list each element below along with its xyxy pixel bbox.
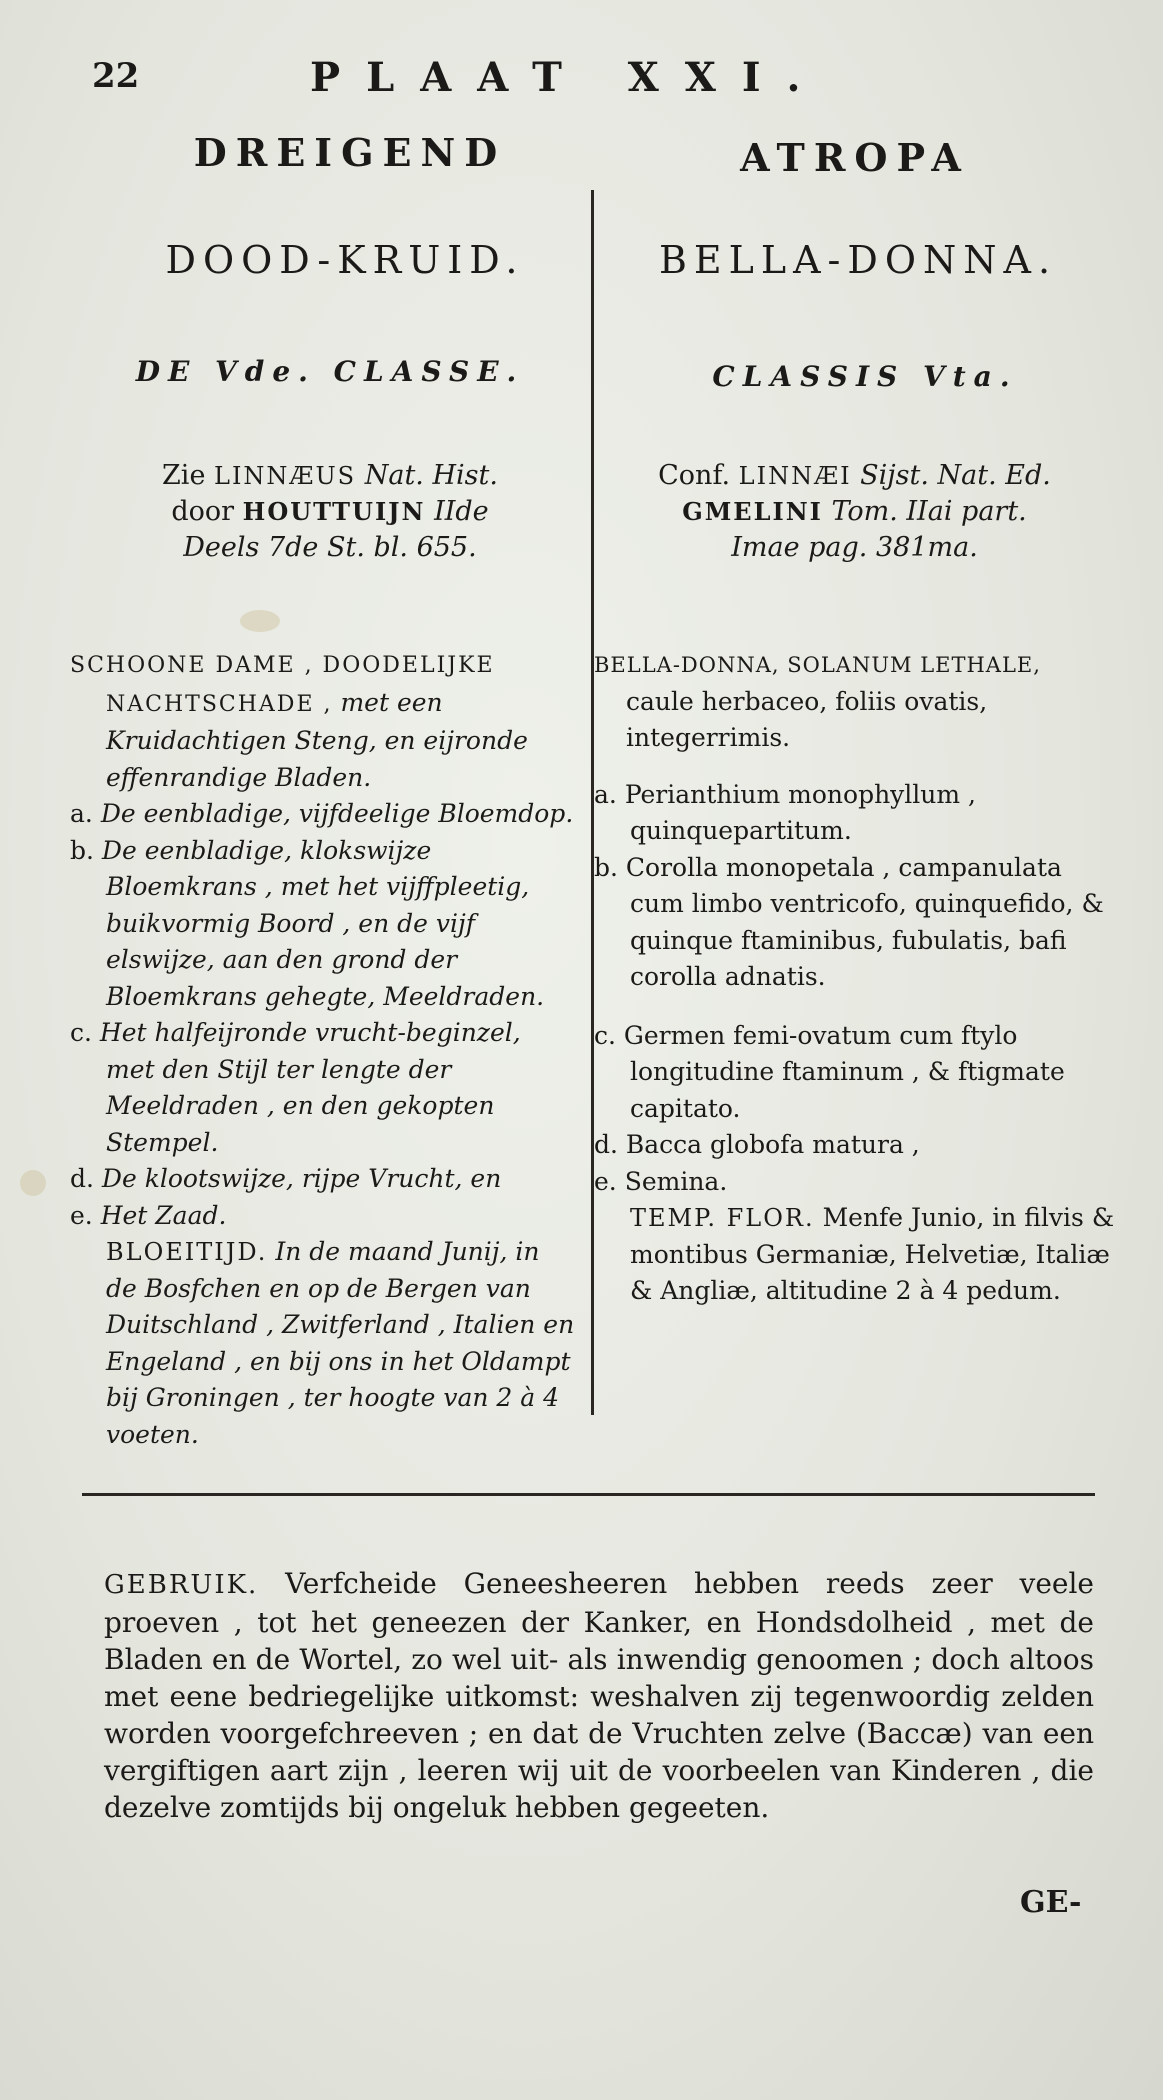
paper-stain	[20, 1170, 46, 1196]
usage-text: Verfcheide Geneesheeren hebben reeds zeer veele proeven , tot het geneezen der Kanker, en Hondsdolheid , met de Bladen en de Wortel, zo wel uit- als inwendig genoomen ; doch altoos met eene bedriegelijke uitkomst: weshalven zij tegenwoordig zelden worden voorgefchreeven ; en dat de Vruchten zelve (Baccæ) van een vergiftigen aart zijn , leeren wij uit de voorbeelen van Kinderen , die dezelve zomtijds bij ongeluk hebben gegeeten.	[104, 1567, 1095, 1824]
part-item: e. Semina.	[594, 1166, 728, 1196]
latin-class-label: CLASSIS Vta.	[712, 360, 1018, 393]
latin-title-line2: BELLA-DONNA.	[658, 238, 1058, 282]
dutch-description-column	[70, 646, 575, 1453]
paper-stain	[240, 610, 280, 632]
part-item: b. De eenbladige, klokswijze Bloemkrans , met het vijffpleetig, buikvormig Boord , en de vijf elswijze, aan den grond der Bloemkrans gehegte, Meeldraden.	[70, 835, 545, 1011]
dutch-reference: Zie LINNÆUS Nat. Hist. door HOUTTUIJN IIde Deels 7de St. bl. 655.	[162, 460, 498, 563]
dutch-title-line1: DREIGEND	[193, 130, 507, 175]
latin-description-column	[594, 646, 1116, 1310]
dutch-title-line2: DOOD-KRUID.	[165, 238, 525, 282]
part-item: b. Corolla monopetala , campanulata cum limbo ventricofo, quinquefido, & quinque ftaminibus, fubulatis, bafi corolla adnatis.	[594, 852, 1104, 991]
part-item: a. Perianthium monophyllum , quinquepartitum.	[594, 779, 976, 845]
flowering-time-latin: TEMP. FLOR. Menfe Junio, in filvis & montibus Germaniæ, Helvetiæ, Italiæ & Angliæ, altitudine 2 à 4 pedum.	[630, 1203, 1115, 1305]
page-number: 22	[92, 56, 140, 96]
latin-title-line1: ATROPA	[740, 135, 970, 180]
flowering-time: BLOEITIJD. In de maand Junij, in de Bosfchen en op de Bergen van Duitschland , Zwitferland , Italien en Engeland , en bij ons in het Oldampt bij Groningen , ter hoogte van 2 à 4 voeten.	[106, 1237, 575, 1449]
dutch-class-label: DE Vde. CLASSE.	[135, 355, 525, 388]
author-name: HOUTTUIJN	[242, 497, 426, 526]
author-name: LINNÆI	[738, 462, 852, 490]
latin-reference: Conf. LINNÆI Sijst. Nat. Ed. GMELINI Tom. IIai part. Imae pag. 381ma.	[658, 460, 1051, 563]
part-item: e. Het Zaad.	[70, 1200, 227, 1230]
part-item: c. Het halfeijronde vrucht-beginzel, met den Stijl ter lengte der Meeldraden , en den gekopten Stempel.	[70, 1018, 521, 1157]
part-item: c. Germen femi-ovatum cum ftylo longitudine ftaminum , & ftigmate capitato.	[594, 1020, 1065, 1123]
part-item: d. Bacca globofa matura ,	[594, 1130, 920, 1159]
latin-species-description: BELLA-DONNA, SOLANUM LETHALE, caule herbaceo, foliis ovatis, integerrimis.	[594, 653, 1041, 752]
part-item: d. De klootswijze, rijpe Vrucht, en	[70, 1164, 502, 1193]
dutch-species-description: SCHOONE DAME , DOODELIJKE NACHTSCHADE , met een Kruidachtigen Steng, en eijronde effenrandige Bladen.	[70, 653, 528, 792]
section-divider	[82, 1493, 1095, 1496]
author-name: GMELINI	[682, 497, 823, 526]
catchword: GE-	[1020, 1885, 1082, 1920]
author-name: LINNÆUS	[214, 462, 357, 490]
running-title: PLAAT XXI.	[310, 54, 827, 101]
part-item: a. De eenbladige, vijfdeelige Bloemdop.	[70, 799, 574, 828]
usage-label: GEBRUIK.	[104, 1570, 259, 1600]
usage-paragraph	[104, 1565, 1094, 1826]
